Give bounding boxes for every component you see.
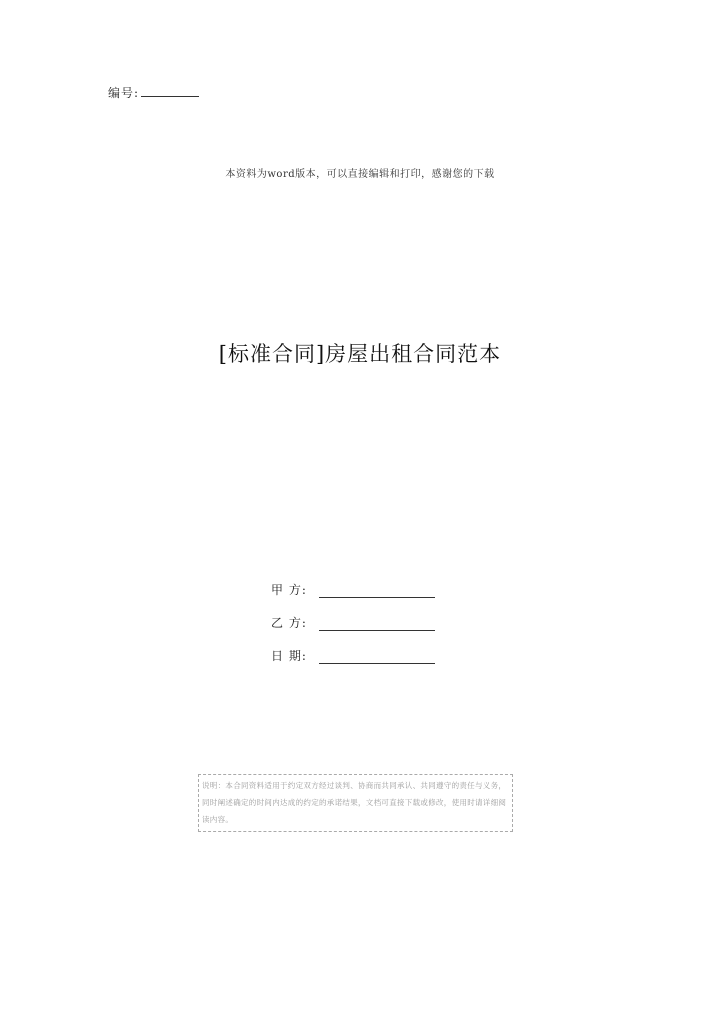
serial-number-label: 编号:	[108, 86, 140, 100]
usage-note: 说明：本合同资料适用于约定双方经过谈判、协商而共同承认、共同遵守的责任与义务，同时阐述确定的时间内达成的约定的承诺结果，文档可直接下载或修改，使用时请详细阅读内容。	[198, 774, 513, 832]
serial-number-blank[interactable]	[141, 86, 199, 97]
party-b-blank[interactable]	[319, 618, 435, 631]
serial-number	[108, 84, 199, 101]
party-b-label: 乙 方:	[271, 616, 307, 630]
party-a-row	[271, 580, 435, 598]
party-a-label: 甲 方:	[271, 583, 307, 597]
date-label: 日 期:	[271, 649, 307, 663]
party-b-row	[271, 613, 435, 631]
date-row	[271, 646, 435, 664]
party-a-blank[interactable]	[319, 585, 435, 598]
date-blank[interactable]	[319, 651, 435, 664]
document-title: [标准合同]房屋出租合同范本	[218, 342, 502, 366]
download-notice: 本资料为word版本，可以直接编辑和打印，感谢您的下载	[225, 169, 495, 180]
